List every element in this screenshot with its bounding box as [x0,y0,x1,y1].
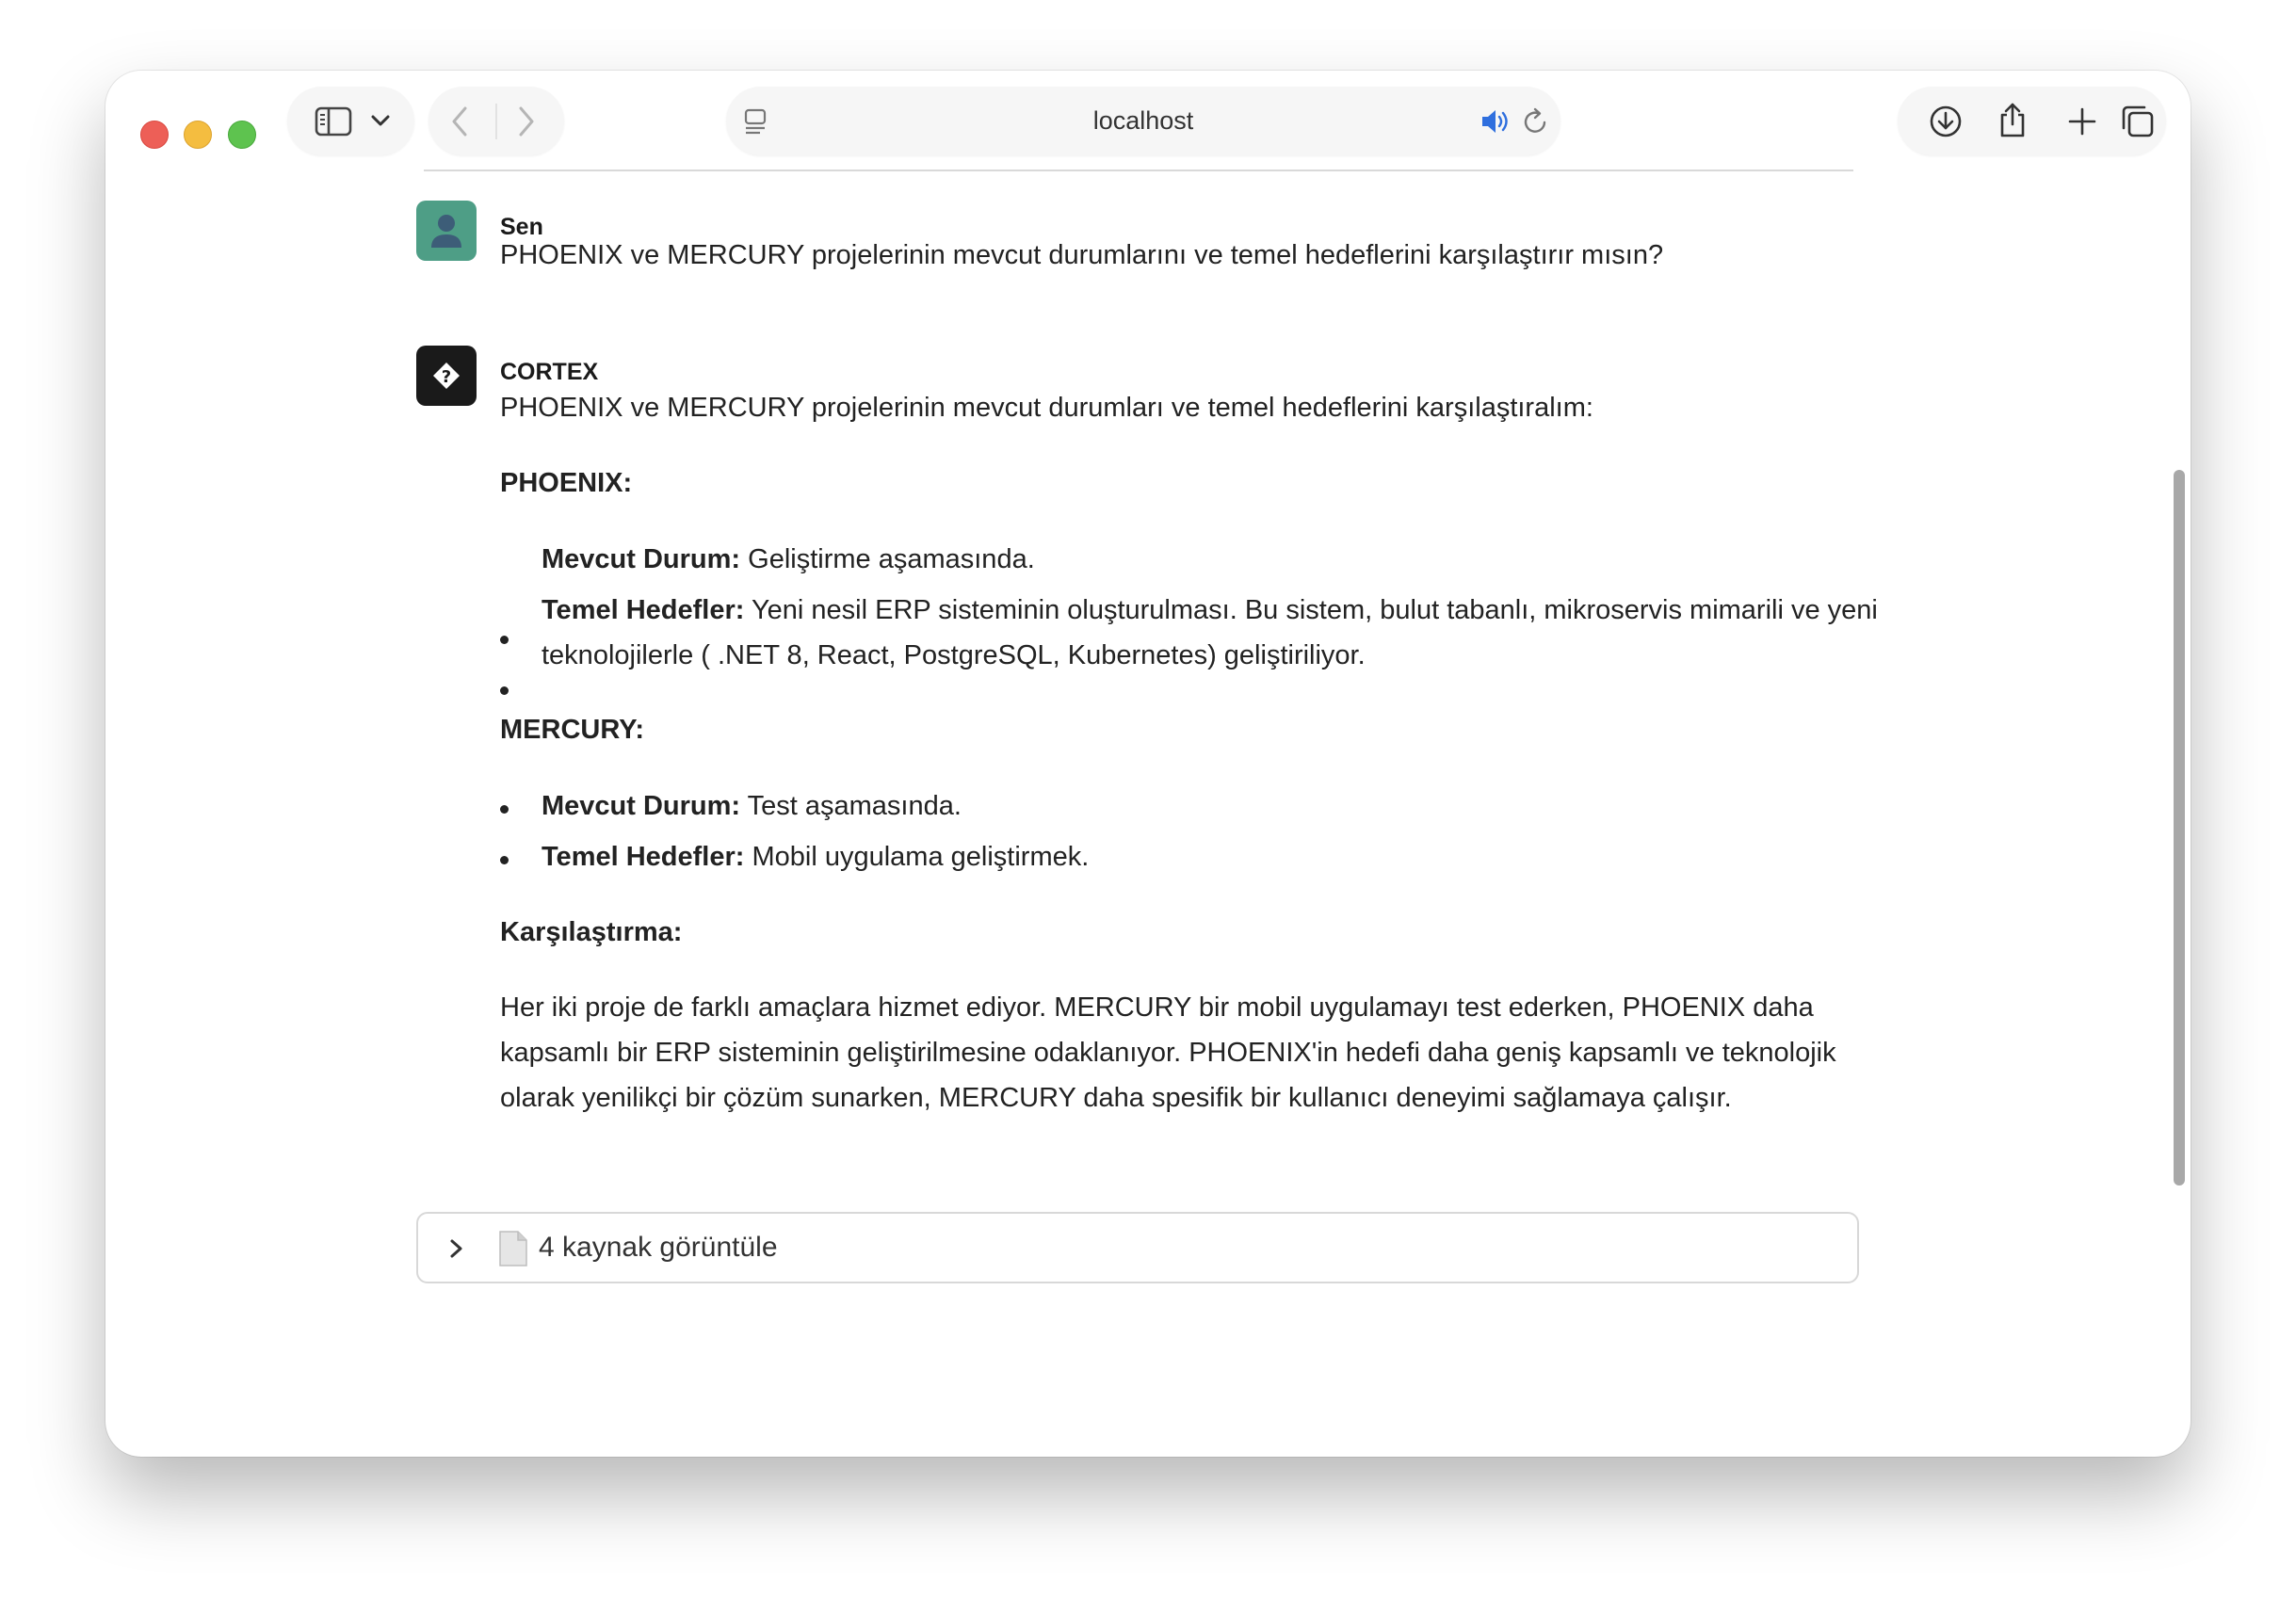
avatar [416,346,477,406]
tabs-overview-icon[interactable] [2120,104,2156,139]
zoom-window-button[interactable] [228,121,256,149]
item-text: Mobil uygulama geliştirmek. [752,842,1090,872]
navigation-controls [428,87,564,155]
comparison-heading: Karşılaştırma: [500,917,683,947]
comparison-text-line: olarak yenilikçi bir çözüm sunarken, MERCURY daha spesifik bir kullanıcı deneyimi sağlamaya çalışır. [500,1083,1732,1113]
item-text-continued: teknolojilerle ( .NET 8, React, PostgreSQL, Kubernetes) geliştiriliyor. [542,640,1366,670]
download-icon[interactable] [1929,105,1963,138]
comparison-text-line: kapsamlı bir ERP sisteminin geliştirilmesine odaklanıyor. PHOENIX'in hedefi daha geniş kapsamlı ve teknolojik [500,1038,1836,1068]
sidebar-controls [287,87,414,155]
toolbar-actions [1898,87,2166,155]
list-item [542,840,1089,874]
bullet-dot [500,805,509,814]
bullet-dot [500,636,509,644]
sender-name: CORTEX [500,359,599,385]
list-item [542,542,1035,576]
assistant-message [416,346,1961,1212]
bullet-dot [500,856,509,864]
list-item [542,593,1878,627]
speaker-icon[interactable] [1479,107,1512,136]
item-label: Mevcut Durum: [542,791,741,821]
sources-label: 4 kaynak görüntüle [539,1232,778,1263]
toolbar-divider [424,169,1853,171]
user-message [416,201,1961,304]
cortex-logo-icon [416,346,477,406]
svg-text:?: ? [441,367,452,387]
sources-toggle[interactable] [416,1212,1859,1283]
section-heading: PHOENIX: [500,468,633,498]
item-text: Geliştirme aşamasında. [748,544,1035,574]
url-text: localhost [1092,106,1194,135]
item-label: Temel Hedefler: [542,842,745,872]
chevron-right-icon[interactable] [448,1238,465,1259]
section-heading: MERCURY: [500,715,645,745]
browser-window [105,71,2191,1457]
avatar [416,201,477,261]
scrollbar[interactable] [2174,470,2185,1186]
bullet-dot [500,686,509,695]
share-icon[interactable] [1997,101,2028,138]
forward-icon[interactable] [516,105,537,137]
address-bar[interactable] [726,87,1560,155]
close-window-button[interactable] [140,121,169,149]
document-icon [497,1230,529,1267]
chevron-down-icon[interactable] [370,113,391,128]
sidebar-toggle-icon[interactable] [315,106,352,137]
back-icon[interactable] [449,105,470,137]
nav-divider [495,104,497,139]
user-message-text: PHOENIX ve MERCURY projelerinin mevcut durumlarını ve temel hedeflerini karşılaştırır mısın? [500,240,1664,270]
reload-icon[interactable] [1522,106,1550,137]
assistant-intro: PHOENIX ve MERCURY projelerinin mevcut durumları ve temel hedeflerini karşılaştıralım: [500,393,1593,423]
sender-name: Sen [500,214,543,240]
user-avatar-icon [416,201,477,261]
item-label: Mevcut Durum: [542,544,741,574]
minimize-window-button[interactable] [184,121,212,149]
new-tab-icon[interactable] [2067,106,2097,137]
comparison-text-line: Her iki proje de farklı amaçlara hizmet ediyor. MERCURY bir mobil uygulamayı test ederken, PHOENIX daha [500,992,1814,1023]
item-text: Yeni nesil ERP sisteminin oluşturulması. Bu sistem, bulut tabanlı, mikroservis mimarili ve yeni [751,595,1878,625]
item-label: Temel Hedefler: [542,595,745,625]
list-item [542,789,962,823]
item-text: Test aşamasında. [747,791,962,821]
